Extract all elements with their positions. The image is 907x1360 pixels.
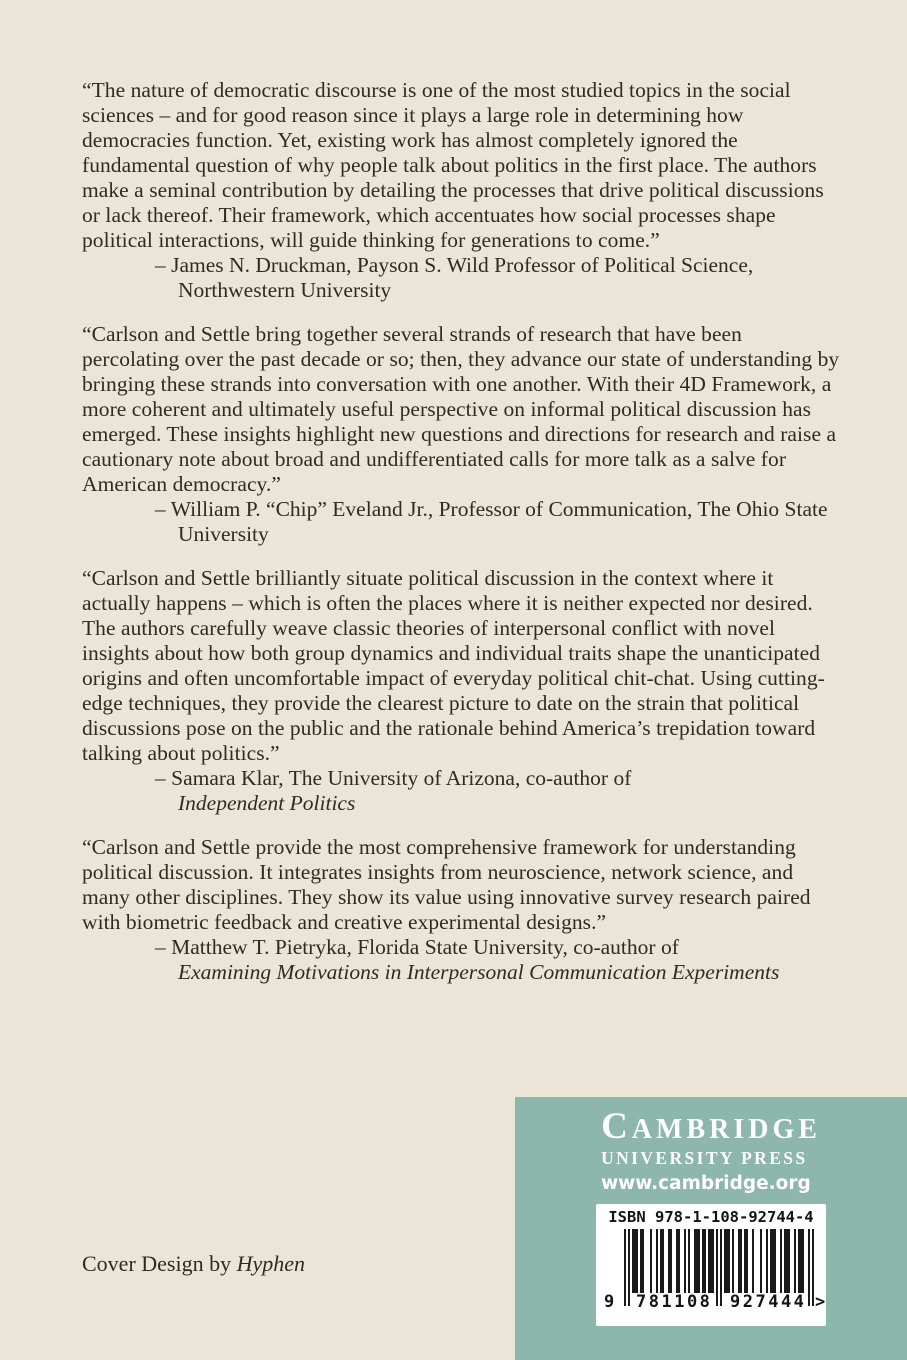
- credit-designer-name: Hyphen: [236, 1251, 306, 1276]
- quote-text: “Carlson and Settle bring together several strands of research that have been percolating over the past decade or so; then, they advance our state of understanding by bringing these strands into conversation with one another. With their 4D Framework, a more coherent and ultimately useful perspective on informal political discussion has emerged. These insights highlight new questions and directions for research and raise a cautionary note about broad and undifferentiated calls for more talk as a salve for American democracy.”: [82, 322, 840, 496]
- endorsement-quote-3: [82, 566, 840, 816]
- quote-text: “Carlson and Settle brilliantly situate political discussion in the context where it actually happens – which is often the places where it is neither expected nor desired. The authors carefully weave classic theories of interpersonal conflict with novel insights about how both group dynamics and individual traits shape the unanticipated origins and often uncomfortable impact of everyday political chit-chat. Using cutting-edge techniques, they provide the clearest picture to date on the strain that political discussions pose on the public and the rationale behind America’s trepidation toward talking about politics.”: [82, 566, 825, 765]
- quote-text: “The nature of democratic discourse is one of the most studied topics in the social sciences – and for good reason since it plays a large role in determining how democracies function. Yet, existing work has almost completely ignored the fundamental question of why people talk about politics in the first place. The authors make a seminal contribution by detailing the processes that drive political discussions or lack thereof. Their framework, which accentuates how social processes shape political interactions, will guide thinking for generations to come.”: [82, 78, 824, 252]
- quote-attribution: – Samara Klar, The University of Arizona, co-author of: [155, 766, 632, 790]
- quote-attribution-work: Examining Motivations in Interpersonal Communication Experiments: [178, 960, 780, 984]
- endorsement-quote-1: [82, 78, 840, 303]
- credit-prefix: Cover Design by: [82, 1251, 237, 1276]
- publisher-panel: [515, 1097, 907, 1360]
- barcode-digit-left: 9: [604, 1292, 615, 1312]
- quote-text: “Carlson and Settle provide the most comprehensive framework for understanding political discussion. It integrates insights from neuroscience, network science, and many other disciplines. They show its value using innovative survey research paired with biometric feedback and creative experimental designs.”: [82, 835, 811, 934]
- cambridge-logo: [601, 1106, 821, 1197]
- isbn-barcode: [596, 1204, 826, 1326]
- barcode-digits-group2: 927444: [730, 1292, 807, 1312]
- barcode-digits: [596, 1292, 826, 1314]
- cover-design-credit: [82, 1251, 305, 1277]
- barcode-arrow: >: [815, 1292, 826, 1312]
- quote-attribution: – Matthew T. Pietryka, Florida State University, co-author of: [155, 935, 679, 959]
- publisher-name: CAMBRIDGE: [601, 1106, 821, 1147]
- endorsements-section: [82, 78, 840, 1004]
- quote-attribution: – James N. Druckman, Payson S. Wild Professor of Political Science, Northwestern University: [155, 253, 754, 302]
- quote-attribution: – William P. “Chip” Eveland Jr., Professor of Communication, The Ohio State University: [155, 497, 828, 546]
- quote-attribution-work: Independent Politics: [178, 791, 356, 815]
- publisher-subtitle: UNIVERSITY PRESS: [601, 1148, 808, 1168]
- publisher-website: www.cambridge.org: [601, 1173, 811, 1194]
- barcode-digits-group1: 781108: [636, 1292, 713, 1312]
- isbn-label: ISBN 978-1-108-92744-4: [608, 1208, 814, 1226]
- endorsement-quote-2: [82, 322, 840, 547]
- endorsement-quote-4: [82, 835, 840, 985]
